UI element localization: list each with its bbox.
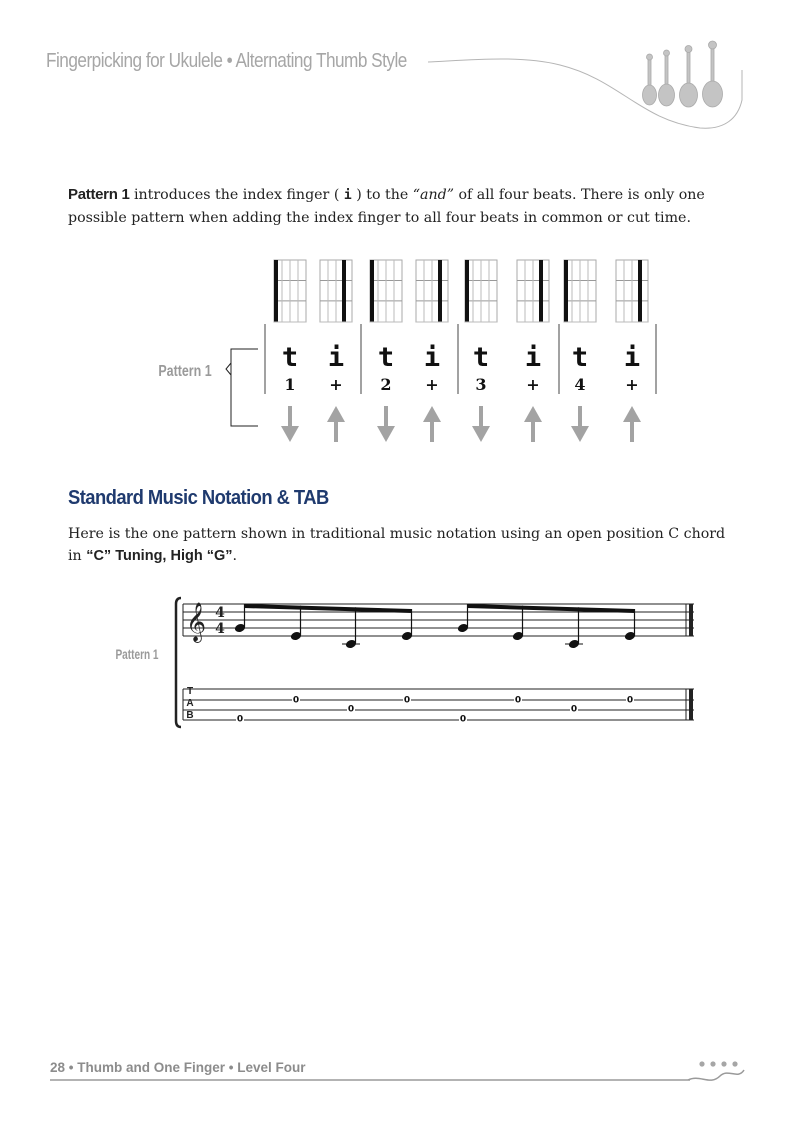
intro-text: ) to the — [351, 187, 413, 203]
finger-letter: i — [327, 342, 345, 373]
footer-dot-icon — [699, 1061, 704, 1066]
chord-grid-icon — [564, 260, 596, 322]
arrow-down-icon — [281, 406, 299, 442]
tab-fret-number: 0 — [626, 695, 634, 706]
finger-letter: t — [472, 342, 490, 373]
header-decoration — [0, 0, 794, 140]
notation-pattern-label: Pattern 1 — [115, 646, 159, 663]
chord-grid-icon — [274, 260, 306, 322]
tab-fret-number: 0 — [570, 704, 578, 715]
ukulele-icon — [703, 41, 723, 107]
tab-lines — [183, 689, 694, 720]
section-heading: Standard Music Notation & TAB — [68, 487, 329, 509]
tab-fret-number: 0 — [403, 695, 411, 706]
tab-fret-number: 0 — [292, 695, 300, 706]
tab-clef-letter: A — [186, 698, 194, 709]
time-signature-bottom: 4 — [215, 621, 225, 637]
intro-text: introduces the index finger ( — [129, 187, 344, 203]
tuning-label: “C” Tuning, High “G” — [86, 548, 233, 564]
beat-count: + — [329, 375, 343, 394]
beat-count: + — [625, 375, 639, 394]
page-footer: 28 • Thumb and One Finger • Level Four — [50, 1060, 306, 1075]
arrow-up-icon — [524, 406, 542, 442]
ukulele-icon — [643, 54, 657, 105]
pattern-bracket — [231, 349, 258, 426]
treble-clef-icon: 𝄞 — [186, 602, 207, 642]
pattern-label: Pattern 1 — [68, 186, 130, 203]
finger-letter: i — [524, 342, 542, 373]
arrow-down-icon — [472, 406, 490, 442]
running-header-title: Fingerpicking for Ukulele • Alternating Thumb Style — [46, 50, 407, 72]
bracket-tip — [226, 363, 231, 375]
intro-paragraph — [68, 184, 728, 229]
beat-count: + — [526, 375, 540, 394]
chord-grid-icon — [370, 260, 402, 322]
finger-letter: i — [423, 342, 441, 373]
ukulele-icon — [659, 50, 675, 106]
tab-fret-number: 0 — [459, 714, 467, 725]
beat-count: 4 — [574, 375, 586, 394]
pattern-diagram-label: Pattern 1 — [158, 362, 212, 381]
footer-dot-icon — [710, 1061, 715, 1066]
beat-count: 3 — [475, 375, 487, 394]
chord-grid-icon — [616, 260, 648, 322]
footer-dot-icon — [732, 1061, 737, 1066]
notation-paragraph — [68, 523, 728, 567]
tab-fret-number: 0 — [236, 714, 244, 725]
finger-letter: t — [281, 342, 299, 373]
arrow-up-icon — [423, 406, 441, 442]
tab-fret-number: 0 — [514, 695, 522, 706]
arrow-up-icon — [623, 406, 641, 442]
finger-letter: i — [623, 342, 641, 373]
tab-clef-letter: B — [186, 710, 194, 721]
chord-grid-icon — [416, 260, 448, 322]
beat-count: 2 — [380, 375, 392, 394]
picking-pattern-diagram — [0, 250, 794, 450]
finger-letter: t — [571, 342, 589, 373]
chord-grid-icon — [320, 260, 352, 322]
beat-count: 1 — [284, 375, 296, 394]
intro-text: of all four beats. There is only one possible pattern when adding the index finger to all four beats in common or cut time. — [68, 187, 705, 226]
chord-grid-icon — [465, 260, 497, 322]
music-notation-system — [0, 590, 794, 740]
notation-text: . — [232, 548, 238, 564]
arrow-down-icon — [571, 406, 589, 442]
arrow-up-icon — [327, 406, 345, 442]
and-word: “and” — [412, 187, 454, 203]
notation-text: Here is the one pattern shown in traditional music notation using an open position C chord in — [68, 526, 726, 564]
tab-clef-letter: T — [186, 686, 194, 697]
time-signature-top: 4 — [215, 605, 225, 621]
beat-count: + — [425, 375, 439, 394]
finger-letter: t — [377, 342, 395, 373]
tab-fret-number: 0 — [347, 704, 355, 715]
finger-code: i — [343, 188, 352, 203]
ukulele-icon — [680, 46, 698, 108]
system-bracket — [176, 598, 181, 727]
footer-dot-icon — [721, 1061, 726, 1066]
chord-grid-icon — [517, 260, 549, 322]
arrow-down-icon — [377, 406, 395, 442]
